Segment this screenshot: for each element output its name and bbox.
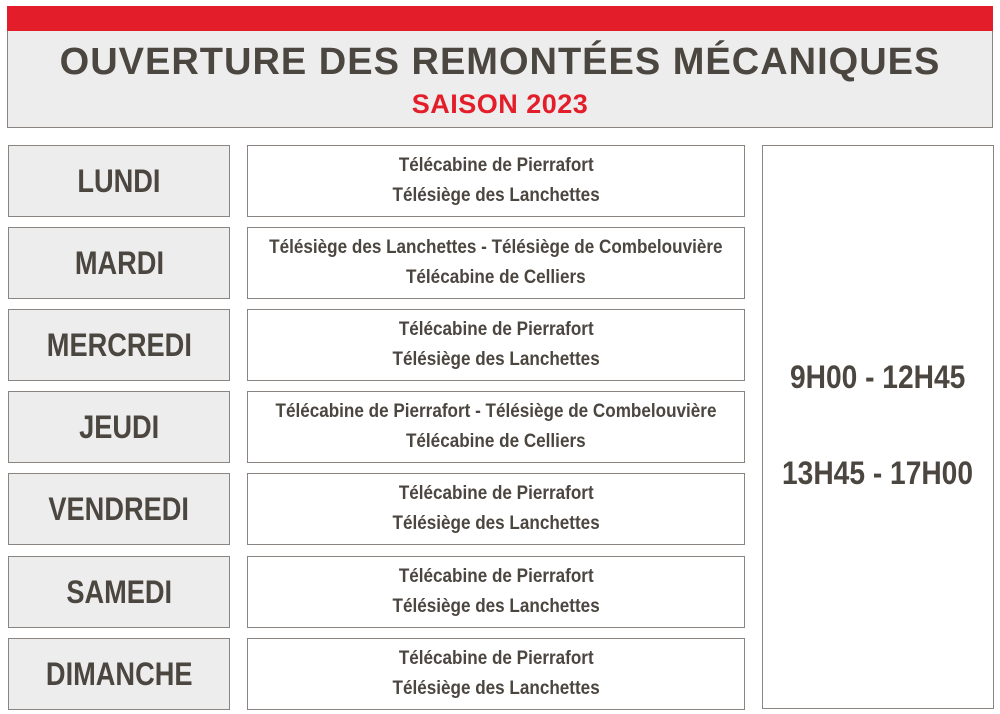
opening-hours-panel [762,145,994,709]
day-label-dimanche: DIMANCHE [8,638,230,710]
lifts-cell-lundi [247,145,745,217]
day-label-samedi: SAMEDI [8,556,230,628]
season-subtitle: SAISON 2023 [411,89,589,119]
lift-line: Télésiège des Lanchettes [392,596,600,617]
lifts-cell-vendredi [247,473,745,545]
lift-line: Télécabine de Pierrafort [398,483,594,504]
lift-line: Télécabine de Pierrafort - Télésiège de Combelouvière [275,401,717,422]
lift-line: Télécabine de Celliers [406,267,586,288]
lift-line: Télésiège des Lanchettes [392,349,600,370]
lift-line: Télécabine de Pierrafort [398,648,594,669]
lift-line: Télésiège des Lanchettes [392,185,600,206]
lift-line: Télécabine de Pierrafort [398,566,594,587]
header-panel [7,31,993,128]
day-label-vendredi: VENDREDI [8,473,230,545]
lift-line: Télécabine de Celliers [406,431,586,452]
day-label-mercredi: MERCREDI [8,309,230,381]
lifts-cell-samedi [247,556,745,628]
afternoon-hours: 13H45 - 17H00 [782,455,974,491]
top-red-bar [7,6,993,31]
lifts-cell-mardi [247,227,745,299]
morning-hours: 9H00 - 12H45 [790,359,966,395]
lift-line: Télésiège des Lanchettes [392,678,600,699]
lifts-cell-dimanche [247,638,745,710]
lift-line: Télésiège des Lanchettes [392,513,600,534]
day-label-mardi: MARDI [8,227,230,299]
lifts-cell-mercredi [247,309,745,381]
day-label-jeudi: JEUDI [8,391,230,463]
lift-line: Télécabine de Pierrafort [398,319,594,340]
lift-line: Télésiège des Lanchettes - Télésiège de Combelouvière [269,237,723,258]
day-label-lundi: LUNDI [8,145,230,217]
lifts-cell-jeudi [247,391,745,463]
page-title: OUVERTURE DES REMONTÉES MÉCANIQUES [59,41,941,83]
lift-line: Télécabine de Pierrafort [398,155,594,176]
